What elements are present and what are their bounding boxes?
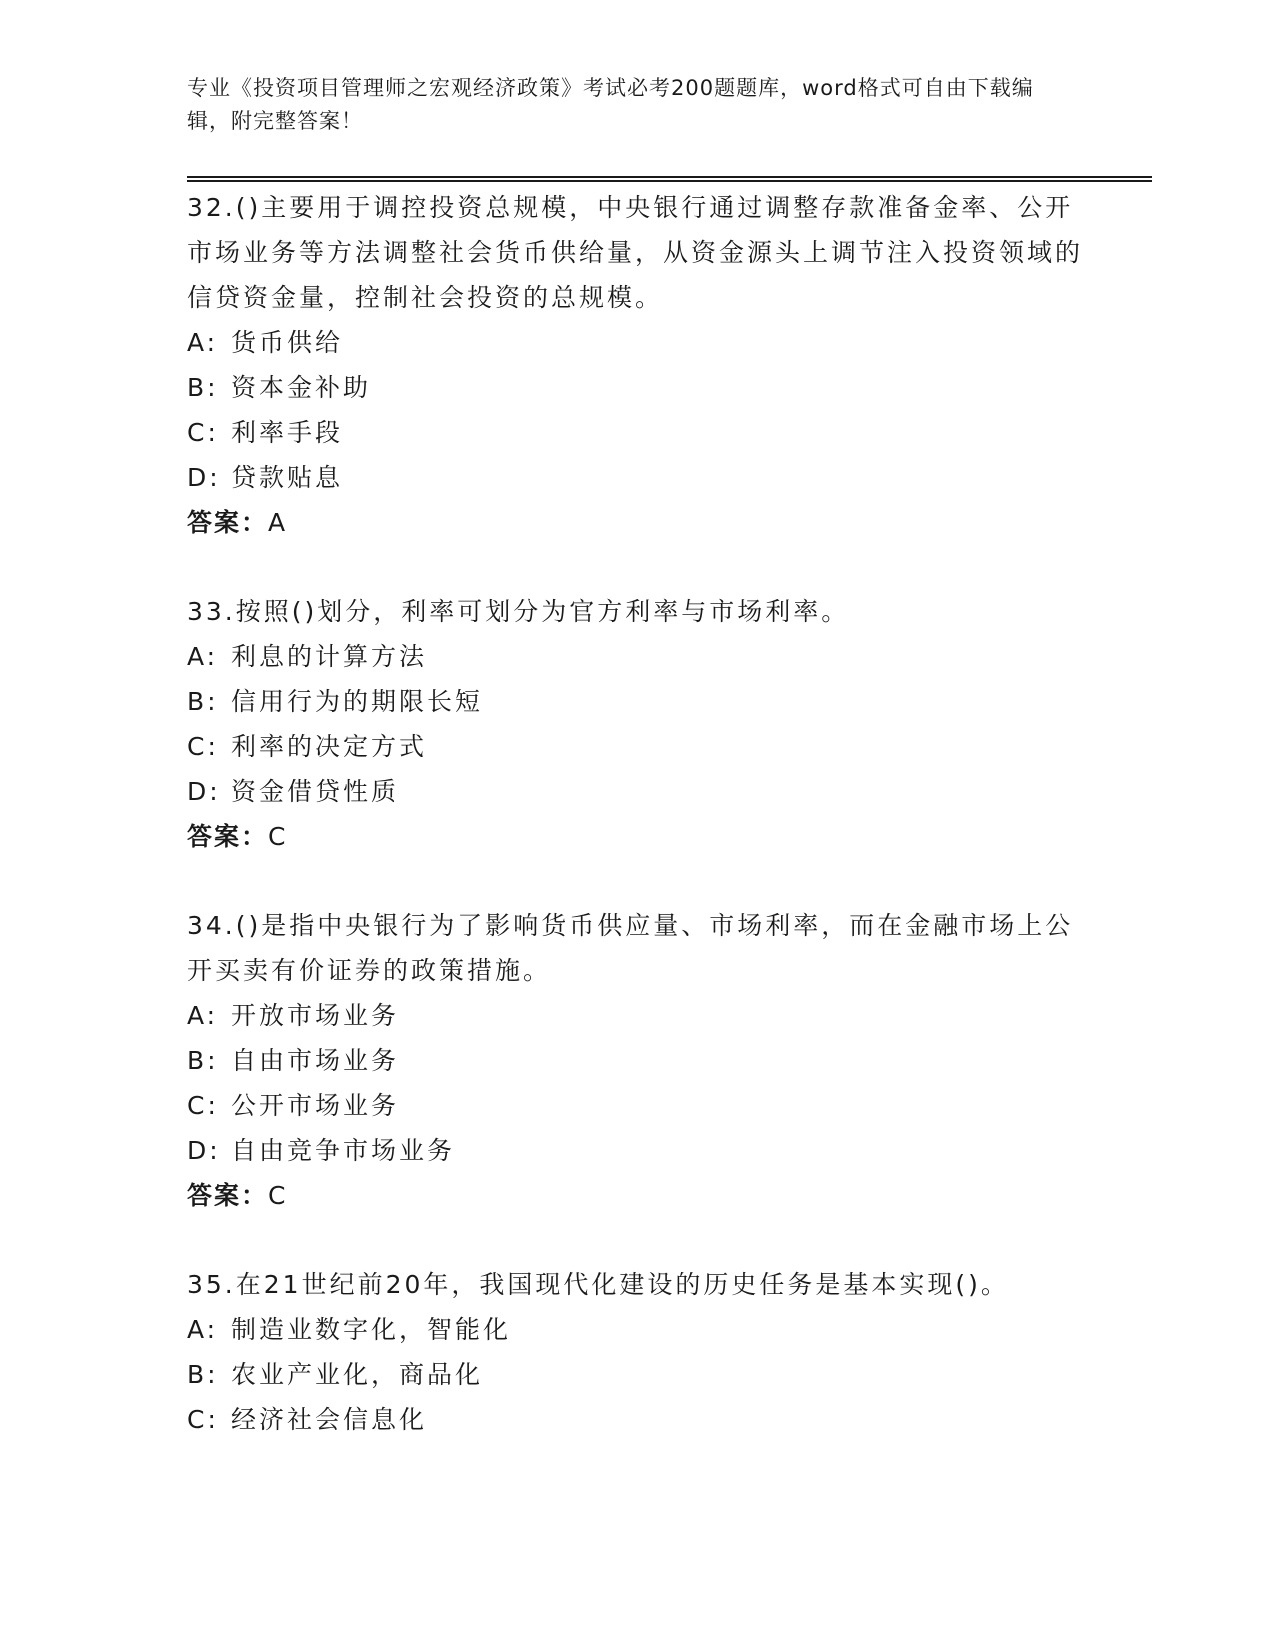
option-text: 资本金补助 [231,373,372,402]
option-letter: C: [187,1405,219,1434]
question-list [187,185,1087,1486]
option-a [187,634,1087,679]
option-d [187,769,1087,814]
question-33 [187,589,1087,859]
answer-value: C [268,822,288,851]
option-letter: C: [187,418,219,447]
option-c [187,410,1087,455]
option-text: 资金借贷性质 [231,777,400,806]
answer-line [187,1173,1087,1218]
answer-line [187,814,1087,859]
option-b [187,679,1087,724]
option-letter: B: [187,1360,219,1389]
option-letter: A: [187,1315,219,1344]
option-text: 货币供给 [231,328,344,357]
option-letter: D: [187,463,221,492]
option-text: 利率手段 [231,418,344,447]
option-letter: B: [187,687,219,716]
option-b [187,1038,1087,1083]
option-text: 开放市场业务 [231,1001,400,1030]
option-letter: A: [187,1001,219,1030]
question-stem: 33.按照()划分，利率可划分为官方利率与市场利率。 [187,597,850,626]
option-c [187,1397,1087,1442]
option-c [187,724,1087,769]
option-letter: B: [187,373,219,402]
option-text: 经济社会信息化 [231,1405,428,1434]
option-d [187,1128,1087,1173]
option-d [187,455,1087,500]
option-text: 制造业数字化，智能化 [231,1315,512,1344]
option-letter: D: [187,777,221,806]
option-text: 贷款贴息 [231,463,344,492]
option-b [187,1352,1087,1397]
option-a [187,993,1087,1038]
option-text: 自由竞争市场业务 [231,1136,456,1165]
option-b [187,365,1087,410]
answer-label: 答案： [187,822,269,851]
option-c [187,1083,1087,1128]
option-letter: A: [187,642,219,671]
option-text: 信用行为的期限长短 [231,687,484,716]
header-divider [187,176,1152,182]
option-a [187,1307,1087,1352]
option-letter: D: [187,1136,221,1165]
question-35 [187,1262,1087,1442]
answer-line [187,500,1087,545]
question-stem: 34.()是指中央银行为了影响货币供应量、市场利率，而在金融市场上公开买卖有价证券的政策措施。 [187,911,1074,985]
option-letter: B: [187,1046,219,1075]
option-a [187,320,1087,365]
answer-label: 答案： [187,1181,269,1210]
question-stem: 32.()主要用于调控投资总规模，中央银行通过调整存款准备金率、公开市场业务等方法调整社会货币供给量，从资金源头上调节注入投资领域的信贷资金量，控制社会投资的总规模。 [187,193,1084,312]
question-32 [187,185,1087,545]
option-text: 农业产业化，商品化 [231,1360,484,1389]
option-letter: C: [187,732,219,761]
option-text: 利息的计算方法 [231,642,428,671]
option-letter: C: [187,1091,219,1120]
option-letter: A: [187,328,219,357]
answer-value: C [268,1181,288,1210]
answer-label: 答案： [187,508,269,537]
document-header: 专业《投资项目管理师之宏观经济政策》考试必考200题题库，word格式可自由下载编辑，附完整答案！ [187,76,1034,133]
question-34 [187,903,1087,1218]
answer-value: A [268,508,288,537]
question-stem: 35.在21世纪前20年，我国现代化建设的历史任务是基本实现()。 [187,1270,1009,1299]
option-text: 利率的决定方式 [231,732,428,761]
option-text: 自由市场业务 [231,1046,400,1075]
option-text: 公开市场业务 [231,1091,400,1120]
